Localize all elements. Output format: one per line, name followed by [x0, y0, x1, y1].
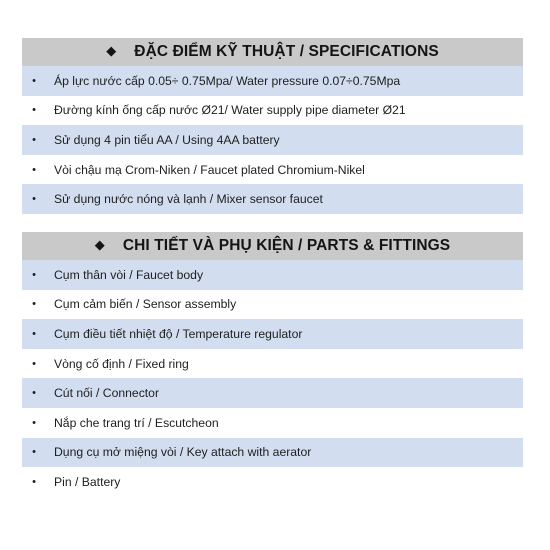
spec-row [22, 125, 523, 155]
part-row [22, 408, 523, 438]
spec-row [22, 66, 523, 96]
spec-item-text: Sử dụng 4 pin tiểu AA / Using 4AA battery [54, 132, 280, 147]
bullet-icon: • [32, 104, 36, 117]
specifications-header [22, 38, 523, 66]
bullet-icon: • [32, 416, 36, 429]
spec-item-text: Đường kính ống cấp nước Ø21/ Water supply pipe diameter Ø21 [54, 103, 406, 118]
bullet-icon: • [32, 163, 36, 176]
diamond-icon: ◆ [106, 43, 117, 58]
spec-item-text: Vòi chậu mạ Crom-Niken / Faucet plated Chromium-Nikel [54, 162, 365, 177]
bullet-icon: • [32, 446, 36, 459]
part-item-text: Pin / Battery [54, 474, 121, 489]
spec-item-text: Áp lực nước cấp 0.05÷ 0.75Mpa/ Water pressure 0.07÷0.75Mpa [54, 73, 401, 88]
parts-header [22, 232, 523, 260]
part-item-text: Cụm thân vòi / Faucet body [54, 267, 204, 282]
part-row [22, 319, 523, 349]
spec-item-text: Sử dụng nước nóng và lạnh / Mixer sensor faucet [54, 192, 323, 207]
spec-row [22, 96, 523, 126]
bullet-icon: • [32, 475, 36, 488]
parts-section [22, 232, 523, 497]
part-item-text: Cụm cảm biến / Sensor assembly [54, 297, 237, 312]
part-item-text: Dụng cụ mở miệng vòi / Key attach with aerator [54, 445, 312, 460]
bullet-icon: • [32, 327, 36, 340]
bullet-icon: • [32, 133, 36, 146]
bullet-icon: • [32, 357, 36, 370]
spec-row [22, 155, 523, 185]
part-item-text: Cụm điều tiết nhiệt độ / Temperature regulator [54, 326, 303, 341]
part-row [22, 438, 523, 468]
bullet-icon: • [32, 298, 36, 311]
part-row [22, 349, 523, 379]
specifications-title: ĐẶC ĐIỂM KỸ THUẬT / SPECIFICATIONS [134, 43, 439, 60]
part-item-text: Cút nối / Connector [54, 386, 160, 401]
bullet-icon: • [32, 74, 36, 87]
spec-row [22, 184, 523, 214]
bullet-icon: • [32, 193, 36, 206]
bullet-icon: • [32, 387, 36, 400]
part-row [22, 290, 523, 320]
part-item-text: Vòng cố định / Fixed ring [54, 356, 189, 371]
bullet-icon: • [32, 268, 36, 281]
part-row [22, 260, 523, 290]
part-row [22, 467, 523, 497]
specifications-section [22, 38, 523, 214]
part-row [22, 378, 523, 408]
part-item-text: Nắp che trang trí / Escutcheon [54, 415, 219, 430]
diamond-icon: ◆ [94, 237, 105, 252]
parts-title: CHI TIẾT VÀ PHỤ KIỆN / PARTS & FITTINGS [122, 237, 451, 254]
